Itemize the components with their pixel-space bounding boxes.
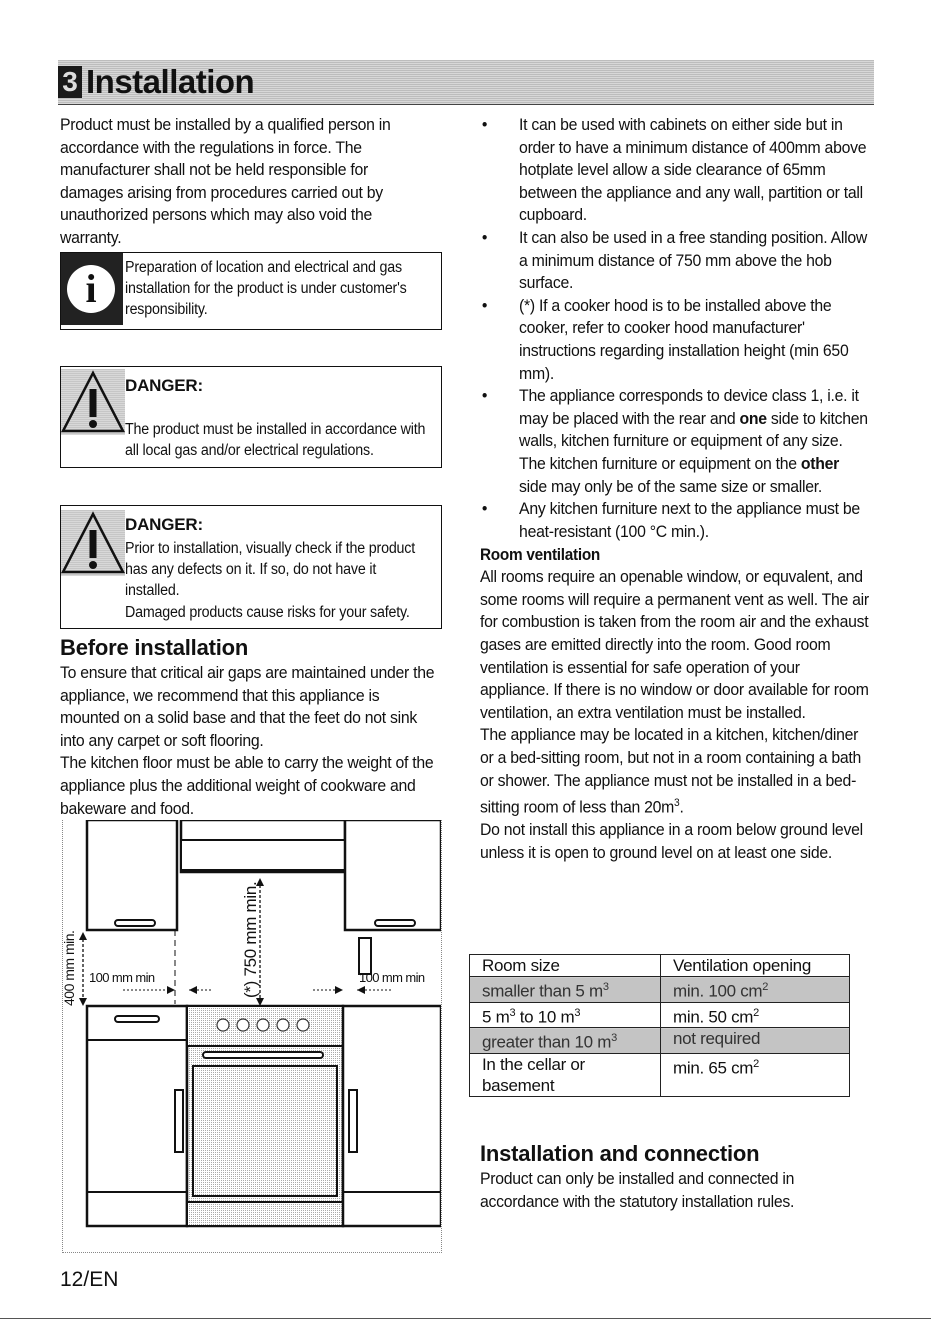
table-row xyxy=(470,1028,850,1054)
info-box xyxy=(60,252,442,330)
installation-connection xyxy=(480,1140,872,1213)
label-400-mm xyxy=(61,930,81,1010)
before-heading: Before installation xyxy=(60,635,249,660)
page-number: 12/EN xyxy=(60,1268,119,1291)
list-item: • It can be used with cabinets on either side but in order to have a minimum distance of 400mm above hotplate level allow a side clearance of 65mm between the appliance and any wall, partition or tall cupboard. xyxy=(480,114,871,227)
before-installation xyxy=(60,634,445,820)
danger-title-2: DANGER: xyxy=(125,515,203,534)
section-header xyxy=(58,60,874,105)
cell-text: not required xyxy=(673,1029,761,1049)
danger-box-1 xyxy=(60,366,442,468)
cell-sup: 2 xyxy=(753,1057,759,1070)
info-text: Preparation of location and electrical and gas installation for the product is under customer's responsibility. xyxy=(125,259,407,318)
connection-paragraph: Product can only be installed and connected in accordance with the statutory installation rules. xyxy=(480,1169,795,1211)
cell-sup: 3 xyxy=(611,1032,617,1045)
warning-icon xyxy=(61,369,125,435)
list-item: • (*) If a cooker hood is to be installed above the cooker, refer to cooker hood manufacturer' instructions regarding installation height (min 650 mm). xyxy=(480,295,871,385)
right-column xyxy=(480,114,872,865)
bottom-rule xyxy=(0,1318,931,1319)
list-item: • Any kitchen furniture next to the appliance must be heat-resistant (100 °C min.). xyxy=(480,498,871,543)
cell-text: min. 100 cm xyxy=(673,981,763,1001)
table-header-row xyxy=(470,955,850,977)
ventilation-table xyxy=(469,954,850,1097)
room-p2-sup: 3 xyxy=(674,797,680,810)
cell-text: 5 m xyxy=(482,1007,510,1027)
table-row xyxy=(470,1002,850,1028)
bullet4-bold-other: other xyxy=(800,453,840,473)
label-750-text: (*) 750 mm min. xyxy=(241,881,260,998)
room-paragraph-1: All rooms require an openable window, or equvalent, and some rooms will require a permanent vent as well. The air for combustion is taken from the room air and the exhaust gases are emitted directly into the room. Good room ventilation is essential for safe operation of your appliance. If there is no window or door available for room ventilation, an extra ventilation must be installed. xyxy=(480,567,869,722)
section-title: Installation xyxy=(86,63,255,100)
before-paragraph-1: To ensure that critical air gaps are maintained under the appliance, we recommend that this appliance is mounted on a solid base and that the feet do not sink into any carpet or soft flooring. xyxy=(60,663,435,750)
list-item xyxy=(480,385,871,498)
danger-text-2b: Damaged products cause risks for your safety. xyxy=(125,604,410,621)
requirements-list xyxy=(480,114,871,543)
danger-title-1: DANGER: xyxy=(125,376,203,395)
cell-text: In the cellar or basement xyxy=(482,1054,585,1095)
cell-sup: 2 xyxy=(753,1006,759,1019)
room-ventilation-heading: Room ventilation xyxy=(480,546,601,565)
cell-text: min. 50 cm xyxy=(673,1007,754,1027)
table-row xyxy=(470,1053,850,1096)
connection-heading: Installation and connection xyxy=(480,1141,760,1166)
table-row xyxy=(470,977,850,1003)
intro-paragraph: Product must be installed by a qualified person in accordance with the regulations in force. The manufacturer shall not be held responsible for damages arising from procedures carried out by unauthorized persons which may also void the warranty. xyxy=(60,115,391,247)
label-100-right: 100 mm min xyxy=(359,970,425,985)
bullet4-part-b: side to kitchen walls, kitchen furniture or equipment of any size. The kitchen furniture or equipment on the xyxy=(519,408,868,473)
cell-text: to 10 m xyxy=(515,1007,575,1027)
section-number: 3 xyxy=(58,66,82,98)
before-paragraph-2: The kitchen floor must be able to carry the weight of the appliance plus the additional weight of cookware and bakeware and food. xyxy=(60,753,434,818)
cell-text: greater than 10 m xyxy=(482,1032,612,1052)
danger-text-1: The product must be installed in accordance with all local gas and/or electrical regulations. xyxy=(125,421,426,459)
column-header-room-size: Room size xyxy=(470,955,661,977)
column-header-ventilation: Ventilation opening xyxy=(661,955,850,977)
left-column xyxy=(60,114,445,250)
installation-diagram xyxy=(62,820,442,1253)
room-p2-end: . xyxy=(679,797,684,817)
danger-box-2 xyxy=(60,505,442,629)
warning-icon xyxy=(61,510,125,576)
room-p2-text: The appliance may be located in a kitchen, kitchen/diner or a bed-sitting room, but not in a room containing a bath or shower. The appliance must not be installed in a bed-sitting room of less than 20m xyxy=(480,725,862,817)
cell-sup: 2 xyxy=(762,981,769,993)
bullet4-bold-one: one xyxy=(739,408,767,428)
bullet4-part-c: side may only be of the same size or smaller. xyxy=(519,476,822,496)
label-400-text: 400 mm min. xyxy=(61,930,77,1006)
cell-text: smaller than 5 m xyxy=(482,981,603,1001)
cell-sup: 3 xyxy=(574,1006,581,1019)
cell-sup: 3 xyxy=(602,981,609,993)
room-paragraph-3: Do not install this appliance in a room below ground level unless it is open to ground level on at least one side. xyxy=(480,820,863,863)
bullet4-part-a: The appliance corresponds to device class 1, i.e. it may be placed with the rear and xyxy=(519,386,859,428)
cell-text: min. 65 cm xyxy=(673,1058,754,1078)
danger-text-2a: Prior to installation, visually check if the product has any defects on it. If so, do not have it installed. xyxy=(125,540,416,599)
label-100-left: 100 mm min xyxy=(89,970,155,985)
cell-sup: 3 xyxy=(509,1006,516,1019)
room-paragraph-2 xyxy=(480,724,871,819)
info-icon: i xyxy=(61,253,123,325)
list-item: • It can also be used in a free standing position. Allow a minimum distance of 750 mm above the hob surface. xyxy=(480,227,871,295)
